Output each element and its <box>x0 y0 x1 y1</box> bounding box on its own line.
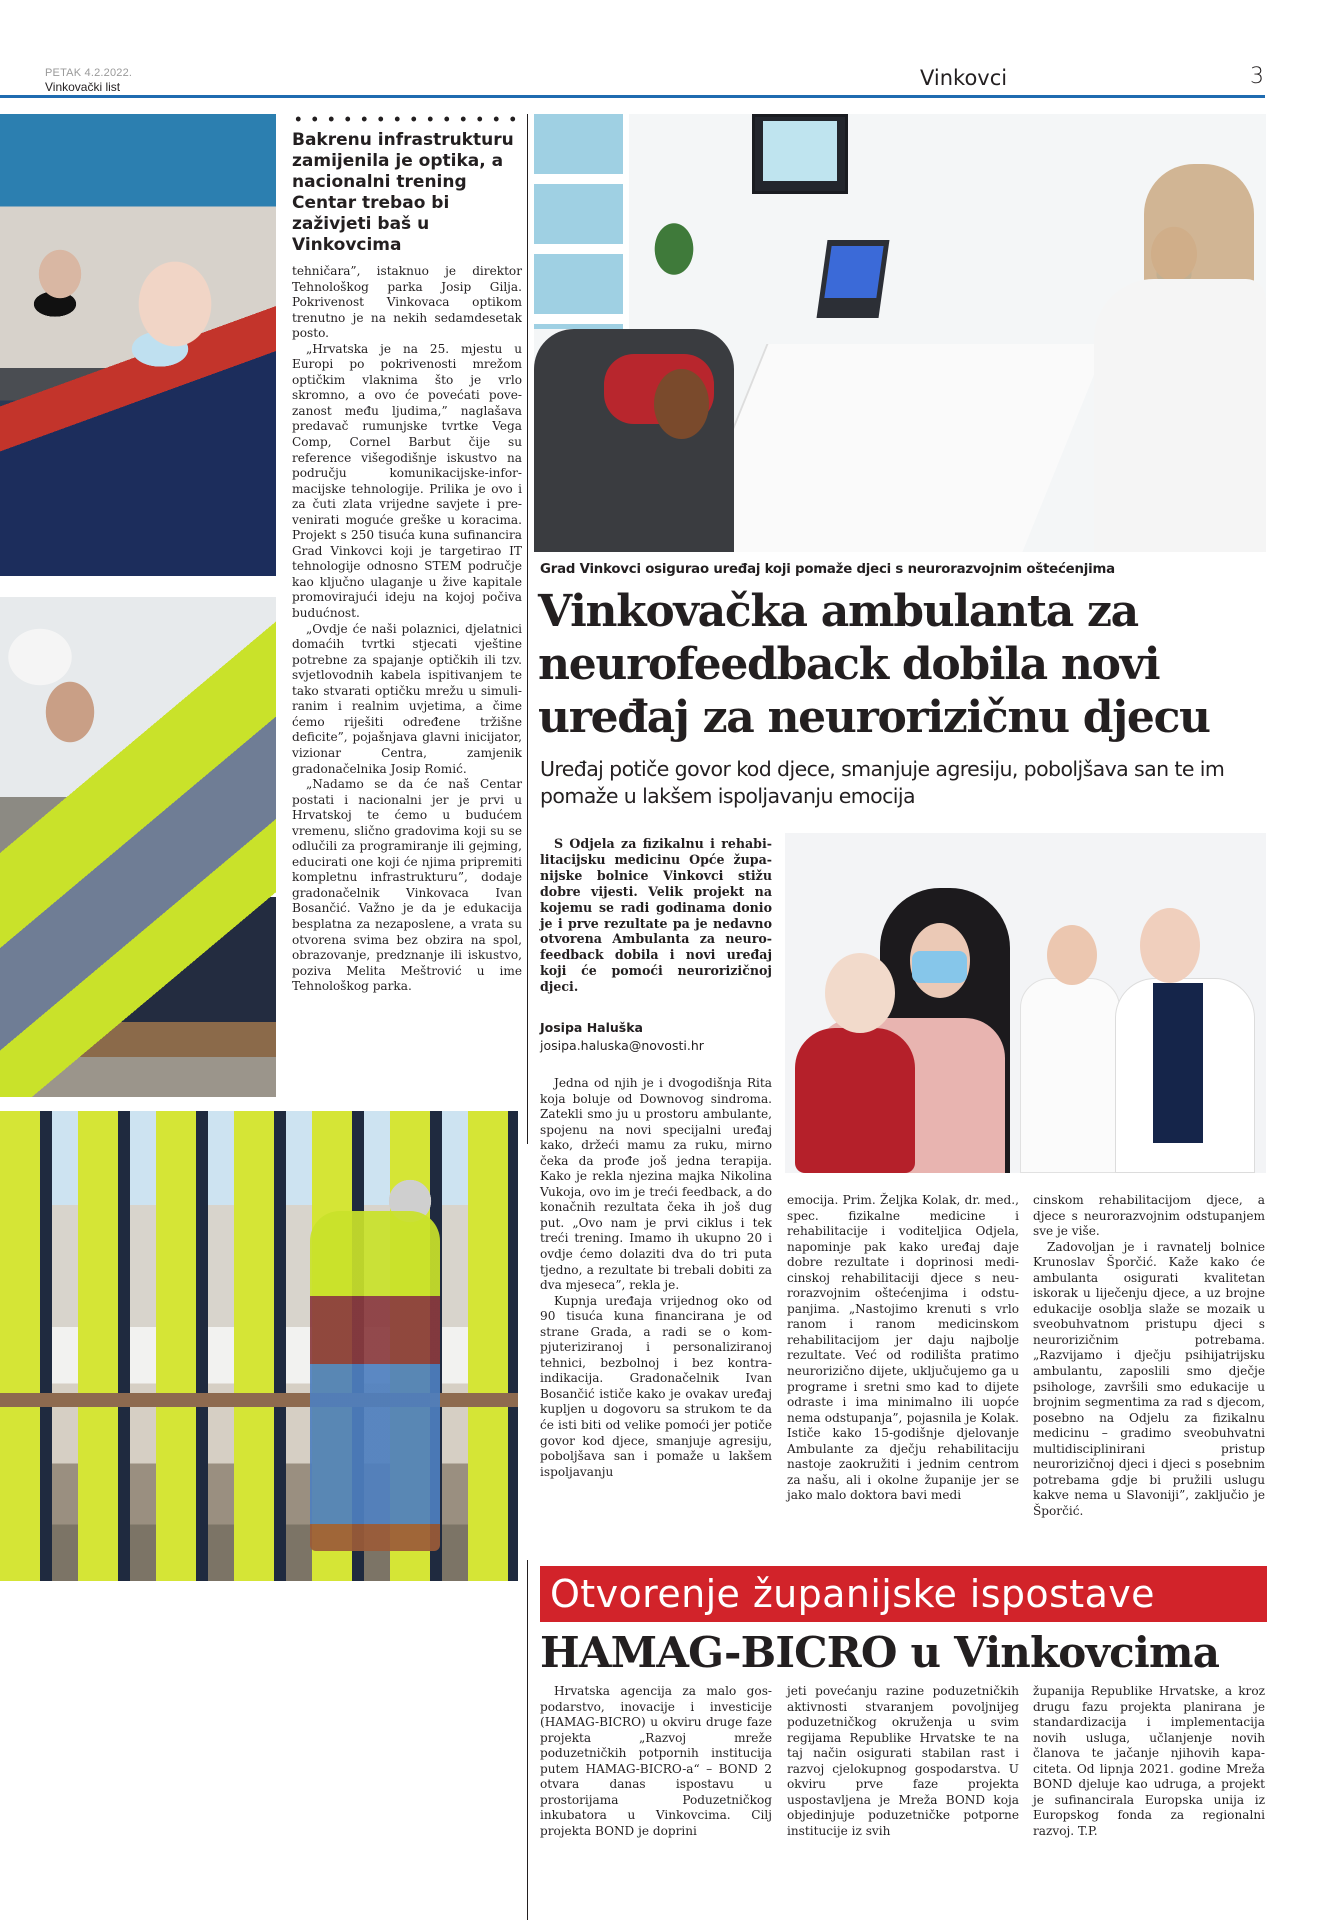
byline-email[interactable]: josipa.haluska@novosti.hr <box>540 1038 704 1053</box>
paragraph: Jedna od njih je i dvogodišnja Rita koja boluje od Downovog sindroma. Zatekli smo ju u prostoru ambulante, spojenu na novi specijalni uređaj kako, držeći mamu za ruku, mirno čeka da prođe još jedna terapija. Kako je rekla njezina majka Nikolina Vukoja, ovo im je treći feedback, a do konačnih rezultata čeka ih još dug put. „Ovo nam je prvi ciklus i tek treći trening. Imamo ih ukupno 20 i ovdje ćemo dolaziti dva do tri puta tjedno, a rezultate bi trebali dobiti za dva mjeseca”, rekla je. <box>540 1076 772 1293</box>
bottom-article-headline: HAMAG-BICRO u Vinkovcima <box>540 1628 1220 1677</box>
main-article-column-2 <box>787 1193 1019 1504</box>
paragraph: Zadovoljan je i ravnatelj bolnice Krunoslav Šporčić. Kaže kako će ambulanta osigurati kvalitetan iskorak u liječenju djece, a uz brojne edukacije osoblja slaže se mozaik u sveobuhvatnom pristupu djeci s neurorizičnim potrebama. „Razvijamo i dječju psihijatrijsku ambulantu, zaposlili smo dječje psihologe, završili smo edukacije u brojnim segmentima za rad s djecom, posebno na Odjelu za fizikalnu medicinu – gradimo sveobuhvatni multidisciplinirani pristup neurorizičnoj djeci i djeci s posebnim potrebama gdje bi pružili uslugu kakve nema u Slavoniji”, zaključio je Šporčić. <box>1033 1239 1265 1518</box>
paragraph: „Hrvatska je na 25. mjestu u Europi po pokrivenosti mrežom optičkim vlaknima što je vrlo skromno, a ovo će povećati povezanost među ljudima,” naglašava predavač rumunjske tvrtke Vega Comp, Cornel Barbut čije su reference višegodišnje iskustvo na području komunikacijske-informacijske tehnologije. Prilika je ovo i za čuti zlata vrijedne savjete i prevenirati moguće greške u koracima. Projekt s 250 tisuća kuna sufinancira Grad Vinkovci koji je targetirao IT tehnologije odnosno STEM područje kao ključno ulaganje u žive kapitale promovirajući ideju na kojoj počiva budućnost. <box>292 341 522 621</box>
main-article-column-3 <box>1033 1193 1265 1519</box>
bottom-article-column-2 <box>787 1684 1019 1839</box>
dotted-divider <box>290 115 525 123</box>
column-rule <box>527 1560 528 1920</box>
lede-paragraph: S Odjela za fizikalnu i rehabilitacijsku medicinu Opće županijske bolnice Vinkovci stižu dobre vijesti. Velik projekt na kojemu se radi godinama donio je i prve rezultate pa je nedavno otvorena Ambulanta za neurofeedback dobila i novi uređaj koji će pomoći neurorizičnoj djeci. <box>540 836 772 995</box>
left-article-headline: Bakrenu infrastrukturu zamijenila je optika, a nacionalni trening Centar trebao bi zaživjeti baš u Vinkovcima <box>292 130 514 255</box>
photo-laptop <box>817 240 890 318</box>
photo-tv-screen <box>752 114 848 194</box>
main-article-lede <box>540 836 772 995</box>
photo-nurse <box>1020 978 1120 1173</box>
paragraph: cinskom rehabilitacijom djece, a djece s neurorazvojnim odstupanjem sve je više. <box>1033 1193 1265 1239</box>
paragraph: tehničara”, istaknuo je direktor Tehnološkog parka Josip Gilja. Pokrivenost Vinkovaca optikom trenutno je na nekih sedamdesetak posto. <box>292 264 522 341</box>
header-rule <box>0 95 1265 98</box>
page-number: 3 <box>1250 64 1264 89</box>
paragraph: emocija. Prim. Željka Kolak, dr. med., spec. fizikalne medicine i rehabilitacije i voditeljica Odjela, napominje pak kako uređaj daje dobre rezultate i doprinosi medicinskoj rehabilitaciji djece s neurorazvojnim oštećenjima i odstupanjima. „Nastojimo krenuti s vrlo ranom i ranom medicinskom rehabilitacijom jer daju najbolje rezultate. Već od rodilišta pratimo neurorizično dijete, uključujemo ga u programe i sretni smo kad to dijete odraste i ima minimalno ili uopće nema odstupanja”, pojasnila je Kolak. Ističe kako 15-godišnje djelovanje Ambulante za dječju rehabilitaciju nastoje zaokružiti i jednim centrom za našu, ali i okolne županije jer se jako malo doktora bavi medi <box>787 1193 1019 1503</box>
photo-neurofeedback-session <box>534 114 1266 552</box>
issue-date: PETAK 4.2.2022. <box>45 67 133 79</box>
photo-group-outdoor <box>0 1111 518 1581</box>
photo-worker-crouching <box>0 597 276 1097</box>
photo-plant <box>644 209 704 289</box>
photo-teddy-bear <box>654 369 709 439</box>
paragraph: „Ovdje će naši polaznici, djelatnici domaćih tvrtki stjecati vještine potrebne za spajanje optičkih ili tzv. svjetlovodnih kabela ispitivanjem te tako stvarati optičku mrežu u simuliranim i realnim uvjetima, a čime ćemo riješiti određene tržišne deficite”, pojašnjava glavni inicijator, vizionar Centra, zamjenik gradonačelnika Josip Romić. <box>292 621 522 776</box>
main-article-kicker: Grad Vinkovci osigurao uređaj koji pomaže djeci s neurorazvojnim oštećenjima <box>540 562 1115 577</box>
paragraph: „Nadamo se da će naš Centar postati i nacionalni jer je prvi u Hrvatskoj te ćemo u budućem vremenu, slično gradovima koji su se odlučili za programiranje ili gejming, educirati one koji će njima pripremiti kompletnu infrastrukturu”, dodaje gradonačelnik Vinkovaca Ivan Bosančić. Važno je da je edukacija besplatna za nezaposlene, a vrata su otvorena svima bez obzira na spol, obrazovanje, predznanje ili iskustvo, poziva Melita Meštrović u ime Tehnološkog parka. <box>292 777 522 994</box>
main-article-headline: Vinkovačka ambulanta za neurofeedback dobila novi uređaj za neurorizičnu djecu <box>538 586 1210 743</box>
photo-child <box>795 1028 915 1173</box>
photo-workers-desk <box>0 114 276 576</box>
section-title: Vinkovci <box>920 66 1008 90</box>
photo-clinic-staff <box>785 833 1266 1173</box>
photo-therapist <box>1094 279 1266 552</box>
photo-nurse-face <box>1047 925 1097 985</box>
paragraph: županija Republike Hrvatske, a kroz drugu fazu projekta planirana je standardizacija i implementacija novih usluga, učlanjenje novih članova te jačanje njihovih kapaciteta. Od lipnja 2021. godine Mreža BOND djeluje kao udruga, a projekt je sufinancirala Europska unija iz Europskog fonda za regionalni razvoj. T.P. <box>1033 1684 1265 1838</box>
paragraph: jeti povećanju razine poduzetničkih aktivnosti stvaranjem povoljnijeg poduzetničkog okruženja u svim regijama Republike Hrvatske te na taj način osigurati stabilan rast i razvoj cjelokupnog gospodarstva. U okviru prve faze projekta uspostavljena je Mreža BOND koja objedinjuje poduzetničke potporne institucije iz svih <box>787 1684 1019 1838</box>
byline-author: Josipa Haluška <box>540 1020 643 1035</box>
newspaper-name: Vinkovački list <box>45 80 121 94</box>
photo-desk <box>682 344 1107 552</box>
column-rule <box>527 114 528 1144</box>
bottom-article-banner: Otvorenje županijske ispostave <box>540 1566 1267 1622</box>
photo-child-face <box>825 953 895 1033</box>
photo-door <box>534 114 629 329</box>
photo-doctor-face <box>1140 908 1200 983</box>
paragraph: Kupnja uređaja vrijednog oko od 90 tisuća kuna financirana je od strane Grada, a radi se o kompjuteriziranoj i personaliziranoj tehnici, bezbolnoj i bez kontraindikacija. Gradonačelnik Ivan Bosančić ističe kako je ovakav uređaj kupljen u dogovoru sa strukom te da će isti biti od velike pomoći jer potiče govor kod djece, smanjuje agresiju, poboljšava san i pomaže u lakšem ispoljavanju <box>540 1293 772 1479</box>
photo-doctor-shirt <box>1153 983 1203 1143</box>
bottom-article-column-3 <box>1033 1684 1265 1839</box>
bottom-article-column-1 <box>540 1684 772 1839</box>
left-article-body <box>292 264 522 995</box>
paragraph: Hrvatska agencija za malo gospodarstvo, inovacije i investicije (HAMAG-BICRO) u okviru druge faze projekta „Razvoj mreže poduzetničkih potpornih institucija putem HAMAG-BICRO-a“ – BOND 2 otvara danas ispostavu u prostorijama Poduzetničkog inkubatora u Vinkovcima. Cilj projekta BOND je doprini <box>540 1684 772 1838</box>
main-article-deck: Uređaj potiče govor kod djece, smanjuje agresiju, poboljšava san te im pomaže u lakšem ispoljavanju emocija <box>540 757 1225 808</box>
photo-mask <box>912 951 967 983</box>
main-article-column-1 <box>540 1076 772 1480</box>
